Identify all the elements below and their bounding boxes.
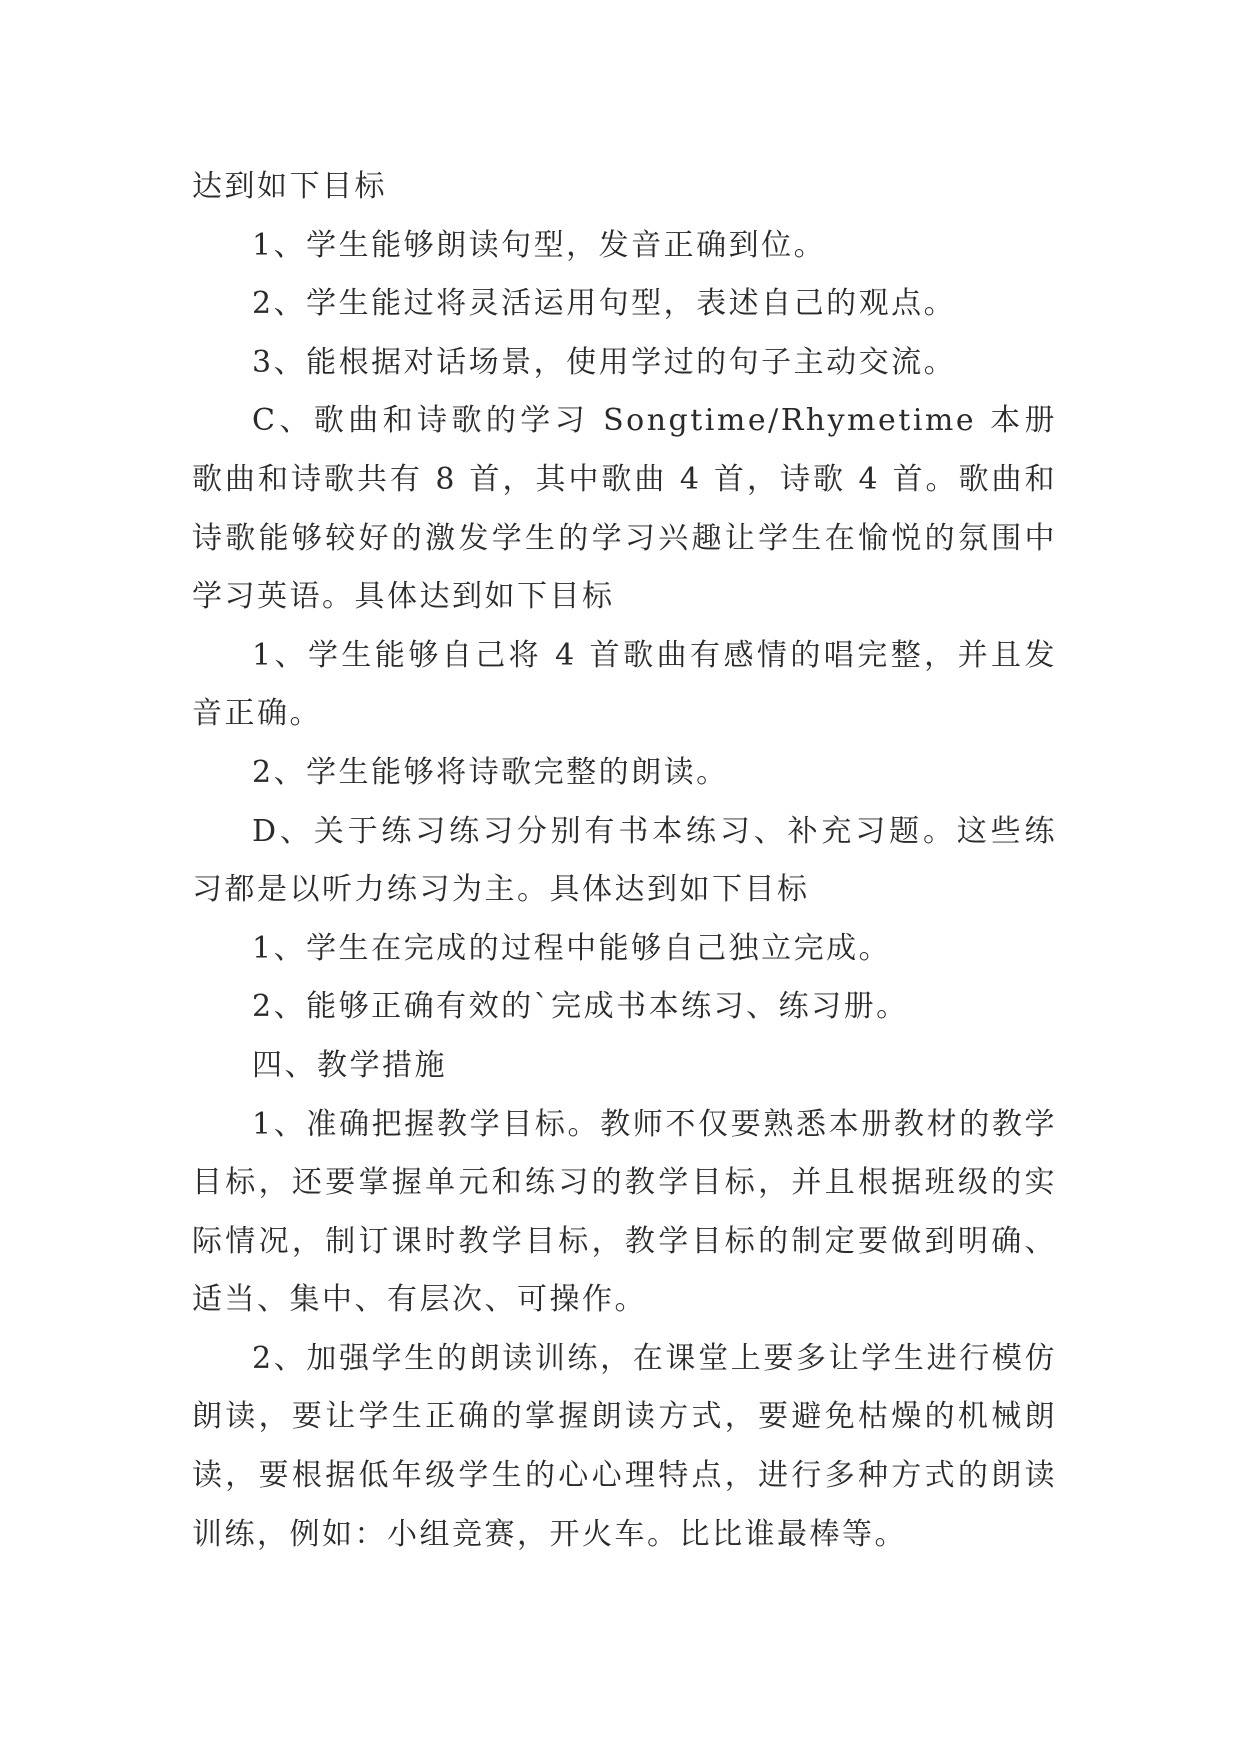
- paragraph-goal-2: 2、学生能过将灵活运用句型，表述自己的观点。: [252, 286, 957, 322]
- paragraph-exercise-goal-2: 2、能够正确有效的`完成书本练习、练习册。: [252, 989, 909, 1025]
- paragraph-section-d: D、关于练习练习分别有书本练习、补充习题。这些练习都是以听力练习为主。具体达到如下目标: [192, 813, 1057, 908]
- paragraph-goal-1: 1、学生能够朗读句型，发音正确到位。: [252, 227, 827, 263]
- paragraph-song-goal-2: 2、学生能够将诗歌完整的朗读。: [252, 754, 729, 790]
- paragraph-goal-continuation: 达到如下目标: [192, 169, 387, 204]
- paragraph-song-goal-1: 1、学生能够自己将 4 首歌曲有感情的唱完整，并且发音正确。: [192, 637, 1057, 732]
- section-heading-teaching-measures: 四、教学措施: [252, 1047, 447, 1083]
- paragraph-measure-2: 2、加强学生的朗读训练，在课堂上要多让学生进行模仿朗读，要让学生正确的掌握朗读方式，要避免枯燥的机械朗读，要根据低年级学生的心心理特点，进行多种方式的朗读训练，例如：小组竞赛，开火车。比比谁最棒等。: [192, 1340, 1057, 1552]
- paragraph-section-c: C、歌曲和诗歌的学习 Songtime/Rhymetime 本册歌曲和诗歌共有 8 首，其中歌曲 4 首，诗歌 4 首。歌曲和诗歌能够较好的激发学生的学习兴趣让学生在愉悦的氛围中学习英语。具体达到如下目标: [192, 403, 1057, 615]
- paragraph-exercise-goal-1: 1、学生在完成的过程中能够自己独立完成。: [252, 930, 892, 966]
- paragraph-goal-3: 3、能根据对话场景，使用学过的句子主动交流。: [252, 344, 957, 380]
- document-body: [192, 158, 1057, 1564]
- paragraph-measure-1: 1、准确把握教学目标。教师不仅要熟悉本册教材的教学目标，还要掌握单元和练习的教学目标，并且根据班级的实际情况，制订课时教学目标，教学目标的制定要做到明确、适当、集中、有层次、可操作。: [192, 1106, 1057, 1318]
